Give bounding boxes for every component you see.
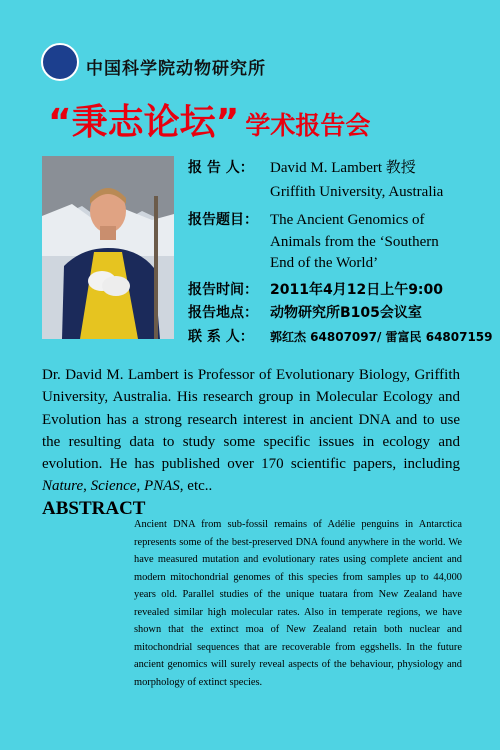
speaker-row — [188, 159, 416, 178]
speaker-photo — [42, 156, 174, 339]
topic-row — [188, 211, 425, 230]
time-value: 2011年4月12日上午9:00 — [270, 282, 444, 298]
speaker-bio — [42, 364, 460, 498]
topic-label: 报告题目： — [188, 212, 258, 228]
place-label: 报告地点： — [188, 305, 258, 321]
speaker-label: 报 告 人： — [188, 160, 254, 176]
topic-line-2: Animals from the ‘Southern — [270, 234, 439, 250]
time-row — [188, 281, 443, 300]
abstract-body: Ancient DNA from sub-fossil remains of Adélie penguins in Antarctica represents some of the best-preserved DNA found anywhere in the world. We have measured mutation and evolutionary rates using complete ancient and modern mitochondrial genomes of this species from samples up to 44,000 years old. Parallel studies of the unique tuatara from New Zealand have revealed similar high molecular rates. Also in temperate regions, we have shown that the extinct moa of New Zealand retain both nuclear and mitochondrial sequences that are recoverable from eggshells. In the future ancient genomics will surely reveal aspects of the behaviour, physiology and morphology of extinct species. — [134, 519, 462, 688]
bio-sep-2: , — [136, 478, 144, 495]
abstract-heading: ABSTRACT — [42, 498, 146, 519]
journal-nature: Nature — [42, 478, 84, 495]
place-value: 动物研究所B105会议室 — [270, 305, 422, 321]
institute-name: 中国科学院动物研究所 — [86, 59, 266, 79]
topic-line-3: End of the World’ — [270, 255, 379, 271]
journal-science: Science — [90, 478, 137, 495]
topic-line-1: The Ancient Genomics of — [270, 212, 425, 228]
speaker-affiliation: Griffith University, Australia — [270, 184, 444, 200]
bio-text: Dr. David M. Lambert is Professor of Evolutionary Biology, Griffith University, Australia. His research group in Molecular Ecology and Evolution has a strong research interest in ancient DNA and to use the resulting data to study some specific issues in ecology and evolution. He has published over 170 scientific papers, including — [42, 367, 460, 473]
journal-pnas: PNAS — [143, 478, 180, 495]
institute-logo — [41, 43, 79, 81]
bio-ending: , etc.. — [179, 478, 213, 495]
event-type: 学术报告会 — [245, 111, 371, 140]
bio-sep-1: , — [83, 478, 91, 495]
poster-title — [48, 94, 468, 145]
forum-name: “秉志论坛” — [48, 102, 240, 143]
speaker-name: David M. Lambert 教授 — [270, 160, 416, 176]
contact-value: 郭红杰 64807097/ 雷富民 64807159 — [270, 330, 493, 344]
contact-label: 联 系 人： — [188, 329, 254, 345]
place-row — [188, 304, 422, 323]
time-label: 报告时间： — [188, 282, 258, 298]
contact-row — [188, 328, 493, 347]
